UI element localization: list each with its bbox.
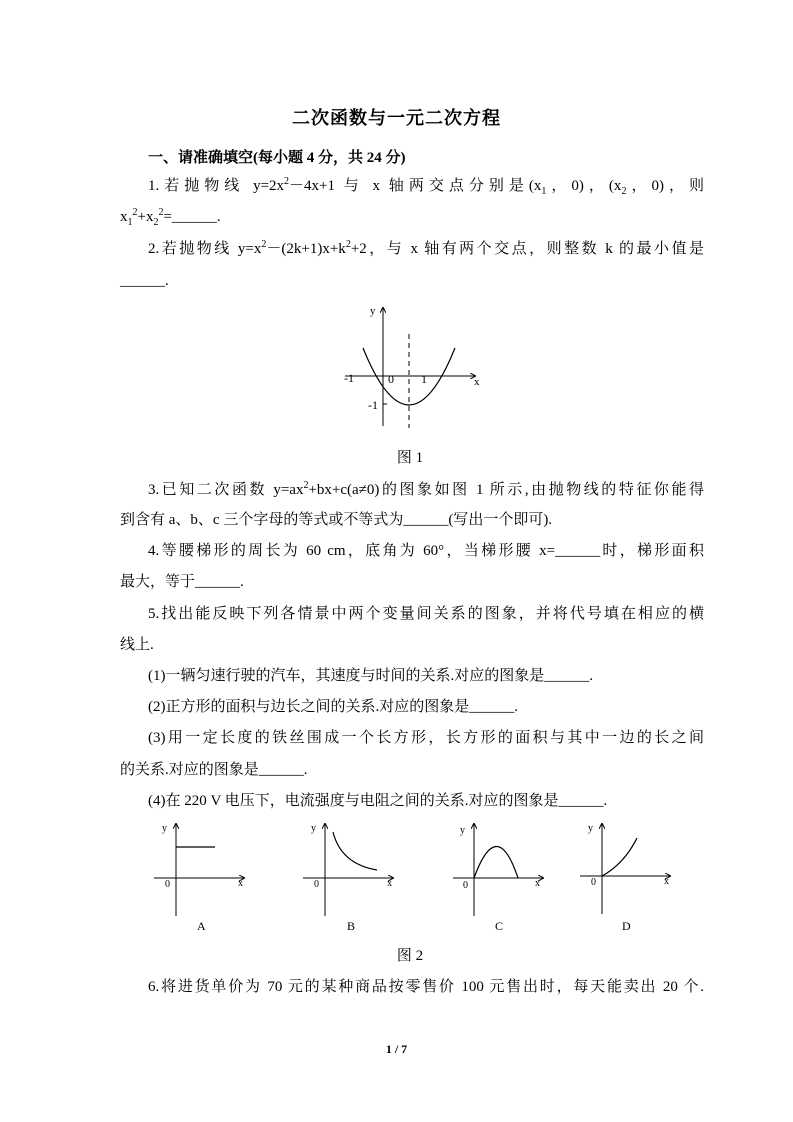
- figure-2-graphs: [140, 818, 700, 938]
- question-1-line-2: $x_1^2+x_2^2=\_\_\_\_\_\_$.: [120, 207, 221, 228]
- question-5-item-3-line-1: (3)用一定长度的铁丝围成一个长方形，长方形的面积与其中一边的长之间: [148, 730, 704, 746]
- figure-1-caption: 图 1: [396, 450, 424, 466]
- graph-b: [303, 823, 393, 933]
- graph-c-x-label: x: [535, 878, 540, 889]
- x-axis-label: x: [474, 376, 480, 388]
- page-title: 二次函数与一元二次方程: [292, 108, 501, 128]
- graph-d-label: D: [622, 919, 631, 933]
- graph-a-origin: 0: [165, 879, 170, 890]
- tick-label-1: 1: [421, 372, 427, 386]
- y-tick-label-neg1: -1: [368, 398, 378, 412]
- graph-c-label: C: [495, 919, 504, 933]
- graph-b-y-label: y: [311, 823, 316, 834]
- question-5-item-4: (4)在 220 V 电压下，电流强度与电阻之间的关系.对应的图象是______.: [148, 793, 608, 809]
- graph-c-origin: 0: [463, 880, 468, 891]
- figure-2-caption: 图 2: [396, 948, 424, 964]
- question-3-line-2: 到含有 a、b、c 三个字母的等式或不等式为______(写出一个即可).: [120, 512, 553, 528]
- figure-1-parabola: [330, 296, 490, 436]
- graph-c: [453, 824, 543, 933]
- question-2-line-2: ______.: [120, 273, 169, 289]
- question-5-line-2: 线上.: [120, 637, 154, 653]
- question-4-line-1: 4.等腰梯形的周长为 60 cm，底角为 60°，当梯形腰 x=______时，梯形面积: [148, 543, 704, 559]
- question-6: 6.将进货单价为 70 元的某种商品按零售价 100 元售出时，每天能卖出 20 个.: [148, 979, 704, 995]
- page-number: 1 / 7: [385, 1042, 408, 1056]
- section-heading: 一、请准确填空(每小题 4 分，共 24 分): [148, 150, 406, 166]
- graph-a: [154, 823, 244, 933]
- graph-d-y-label: y: [588, 823, 593, 834]
- graph-b-hyperbola: [333, 832, 377, 870]
- graph-c-y-label: y: [460, 825, 465, 836]
- question-3-line-1: 3.已知二次函数 $y=ax^2+bx+c(a\ne 0)$的图象如图 1 所示,由抛物线的特征你能得: [148, 480, 704, 498]
- graph-d-origin: 0: [591, 877, 596, 888]
- graph-d-x-label: x: [664, 876, 669, 887]
- question-5-item-1: (1)一辆匀速行驶的汽车，其速度与时间的关系.对应的图象是______.: [148, 668, 593, 684]
- graph-a-x-label: x: [238, 878, 243, 889]
- question-2-line-1: 2.若抛物线 $y=x^2-(2k+1)x+k^2+2$，与 x 轴有两个交点，则整数 k 的最小值是: [148, 239, 704, 257]
- graph-b-origin: 0: [314, 879, 319, 890]
- question-5-item-2: (2)正方形的面积与边长之间的关系.对应的图象是______.: [148, 699, 518, 715]
- question-1-line-1: 1.若抛物线 $y=2x^2-4x+1$ 与 x 轴两交点分别是($x_1$，0)，($x_2$，0)，则: [148, 176, 704, 197]
- graph-d: [580, 823, 670, 933]
- tick-label-neg1: -1: [344, 371, 354, 385]
- graph-a-y-label: y: [162, 823, 167, 834]
- graph-a-label: A: [197, 919, 206, 933]
- graph-b-label: B: [347, 919, 356, 933]
- question-5-line-1: 5.找出能反映下列各情景中两个变量间关系的图象，并将代号填在相应的横: [148, 606, 704, 622]
- question-5-item-3-line-2: 的关系.对应的图象是______.: [120, 762, 308, 778]
- graph-d-curve: [602, 838, 637, 876]
- graph-c-parabola: [474, 847, 518, 879]
- origin-label: 0: [388, 372, 394, 386]
- graph-b-x-label: x: [387, 878, 392, 889]
- question-4-line-2: 最大，等于______.: [120, 574, 244, 590]
- y-axis-label: y: [370, 305, 376, 317]
